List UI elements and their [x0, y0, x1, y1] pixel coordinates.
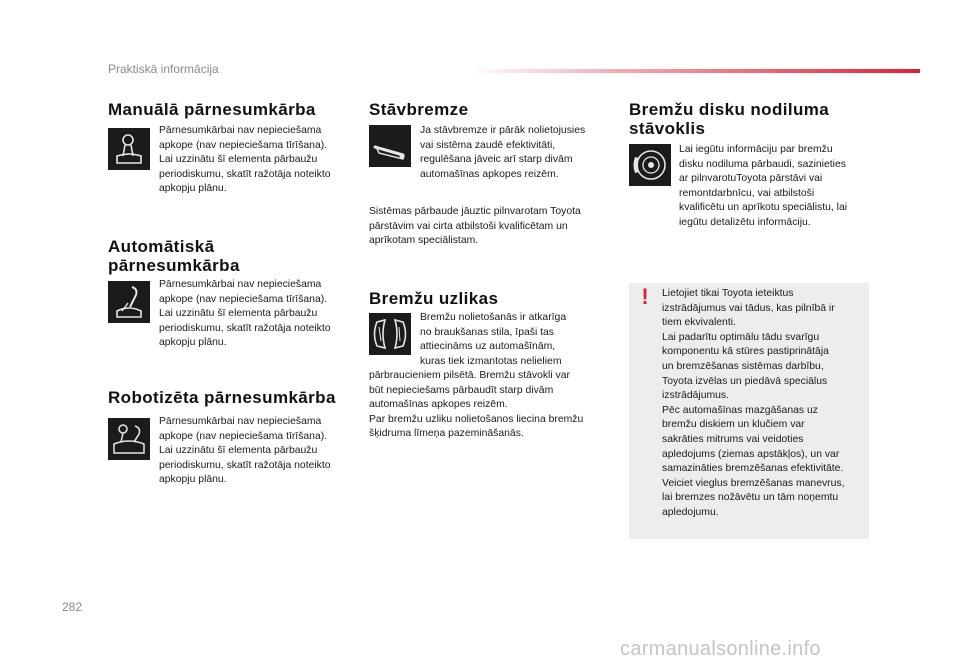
parking-brake-heading: Stāvbremze — [369, 100, 469, 119]
brake-pads-text-continued: pārbraucieniem pilsētā. Bremžu stāvokli var būt nepieciešams pārbaudīt starp divām automašīnas apkopes reizēm. Par bremžu uzliku nolietošanos liecina bremžu šķidruma līmeņa pazemināšanās. — [369, 370, 584, 440]
manual-gearbox-text: Pārnesumkārbai nav nepieciešama apkope (nav nepieciešama tīrīšana). Lai uzzinātu šī elementa pārbaužu periodiskumu, skatīt ražotāja noteikto apkopju plānu. — [159, 125, 331, 195]
brake-pads-text: Bremžu nolietošanās ir atkarīga no braukšanas stila, īpaši tas attiecināms uz automašīnām, kuras tiek izmantotas nelieliem — [420, 312, 567, 367]
automatic-gearbox-text: Pārnesumkārbai nav nepieciešama apkope (nav nepieciešama tīrīšana). Lai uzzinātu šī elementa pārbaužu periodiskumu, skatīt ražotāja noteikto apkopju plānu. — [159, 279, 331, 349]
robotized-gearbox-icon — [108, 418, 150, 460]
warning-icon: ! — [641, 284, 649, 309]
brake-disc-text: Lai iegūtu informāciju par bremžu disku nodiluma pārbaudi, sazinieties ar pilnvarotuToyota pārstāvi vai remontdarbnīcu, vai atbilstoši kvalificētu un aprīkotu speciālistu, lai iegūtu detalizētu informāciju. — [679, 144, 848, 228]
watermark: carmanualsonline.info — [620, 638, 821, 660]
brake-pads-heading: Bremžu uzlikas — [369, 289, 499, 308]
warning-text: Lietojiet tikai Toyota ieteiktus izstrādājumus vai tādus, kas pilnībā ir tiem ekvivalenti. Lai padarītu optimālu tādu svarīgu komponentu kā stūres pastiprinātāja un bremzēšanas sistēmas darbību, Toyota izvēlas un piedāvā speciālus izstrādājumus. Pēc automašīnas mazgāšanas uz bremžu diskiem un klučiem var sakrāties mitrums vai veidoties apledojums (ziemas apstākļos), un var samazināties bremzēšanas efektivitāte. Veiciet vieglus bremzēšanas manevrus, lai bremzes nožāvētu un tām noņemtu apledojumu. — [662, 288, 845, 518]
automatic-gearbox-icon — [108, 281, 150, 323]
brake-pads-icon — [369, 313, 411, 355]
manual-gearbox-icon — [108, 128, 150, 170]
page-number: 282 — [62, 600, 83, 614]
manual-gearbox-heading: Manuālā pārnesumkārba — [108, 100, 316, 119]
robotized-gearbox-text: Pārnesumkārbai nav nepieciešama apkope (nav nepieciešama tīrīšana). Lai uzzinātu šī elementa pārbaužu periodiskumu, skatīt ražotāja noteikto apkopju plānu. — [159, 416, 331, 486]
automatic-gearbox-heading: Automātiskā pārnesumkārba — [108, 237, 240, 275]
brake-disc-heading: Bremžu disku nodiluma stāvoklis — [629, 100, 830, 138]
section-header: Praktiskā informācija — [108, 62, 219, 76]
robotized-gearbox-heading: Robotizēta pārnesumkārba — [108, 388, 336, 407]
parking-brake-icon — [369, 125, 411, 167]
parking-brake-text: Ja stāvbremze ir pārāk nolietojusies vai sistēma zaudē efektivitāti, regulēšana jāveic arī starp divām automašīnas apkopes reizēm. — [420, 125, 586, 180]
parking-brake-check-text: Sistēmas pārbaude jāuztic pilnvarotam Toyota pārstāvim vai cirta atbilstoši kvalificētam un aprīkotam speciālistam. — [369, 206, 581, 247]
brake-disc-icon — [629, 144, 671, 186]
header-accent-bar — [470, 69, 920, 73]
